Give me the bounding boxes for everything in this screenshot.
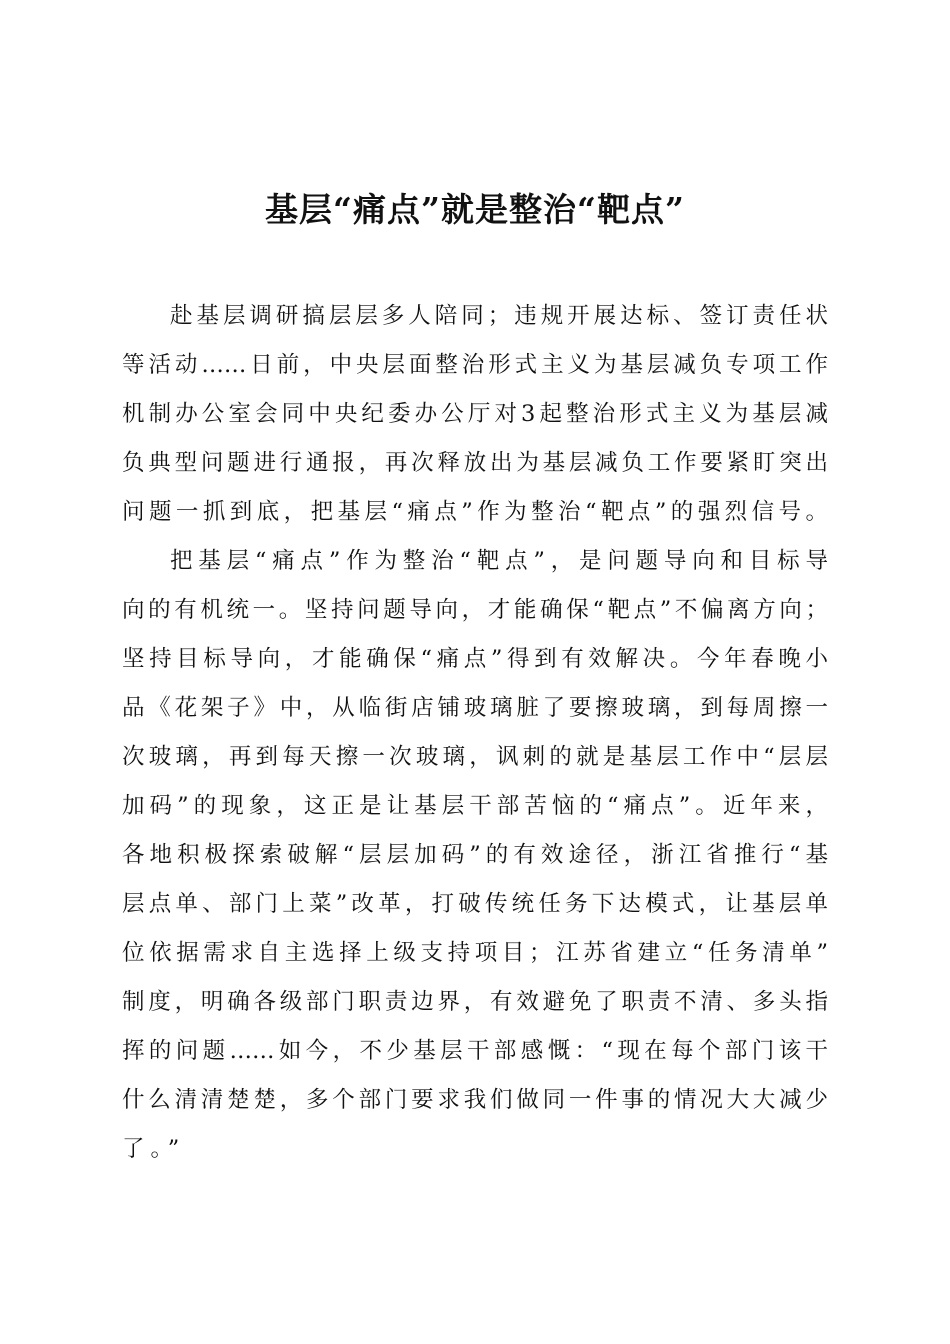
paragraph-line: 了。” [122, 1136, 186, 1162]
paragraph-line: 机制办公室会同中央纪委办公厅对3起整治形式主义为基层减 [122, 401, 828, 427]
paragraph-line: 品《花架子》中，从临街店铺玻璃脏了要擦玻璃，到每周擦一 [122, 695, 828, 721]
paragraph-line: 位依据需求自主选择上级支持项目；江苏省建立“任务清单” [122, 940, 828, 966]
paragraph-line: 次玻璃，再到每天擦一次玻璃，讽刺的就是基层工作中“层层 [122, 744, 828, 770]
paragraph-line: 制度，明确各级部门职责边界，有效避免了职责不清、多头指 [122, 989, 828, 1015]
paragraph-line: 什么清清楚楚，多个部门要求我们做同一件事的情况大大减少 [122, 1087, 828, 1113]
paragraph-line: 层点单、部门上菜”改革，打破传统任务下达模式，让基层单 [122, 891, 828, 917]
paragraph-line: 负典型问题进行通报，再次释放出为基层减负工作要紧盯突出 [122, 450, 828, 476]
paragraph-line: 等活动……日前，中央层面整治形式主义为基层减负专项工作 [122, 352, 828, 378]
paragraph-line: 各地积极探索破解“层层加码”的有效途径，浙江省推行“基 [122, 842, 828, 868]
paragraph-line: 向的有机统一。坚持问题导向，才能确保“靶点”不偏离方向； [122, 597, 828, 623]
paragraph-line: 加码”的现象，这正是让基层干部苦恼的“痛点”。近年来， [122, 793, 828, 819]
paragraph-1 [122, 292, 828, 537]
paragraph-line: 赴基层调研搞层层多人陪同；违规开展达标、签订责任状 [170, 303, 828, 329]
paragraph-line: 挥的问题……如今，不少基层干部感慨：“现在每个部门该干 [122, 1038, 828, 1064]
paragraph-line: 把基层“痛点”作为整治“靶点”，是问题导向和目标导 [170, 548, 828, 574]
paragraph-2 [122, 537, 828, 1174]
paragraph-line: 坚持目标导向，才能确保“痛点”得到有效解决。今年春晚小 [122, 646, 828, 672]
page-title: 基层“痛点”就是整治“靶点” [265, 190, 685, 229]
paragraph-line: 问题一抓到底，把基层“痛点”作为整治“靶点”的强烈信号。 [122, 499, 828, 525]
